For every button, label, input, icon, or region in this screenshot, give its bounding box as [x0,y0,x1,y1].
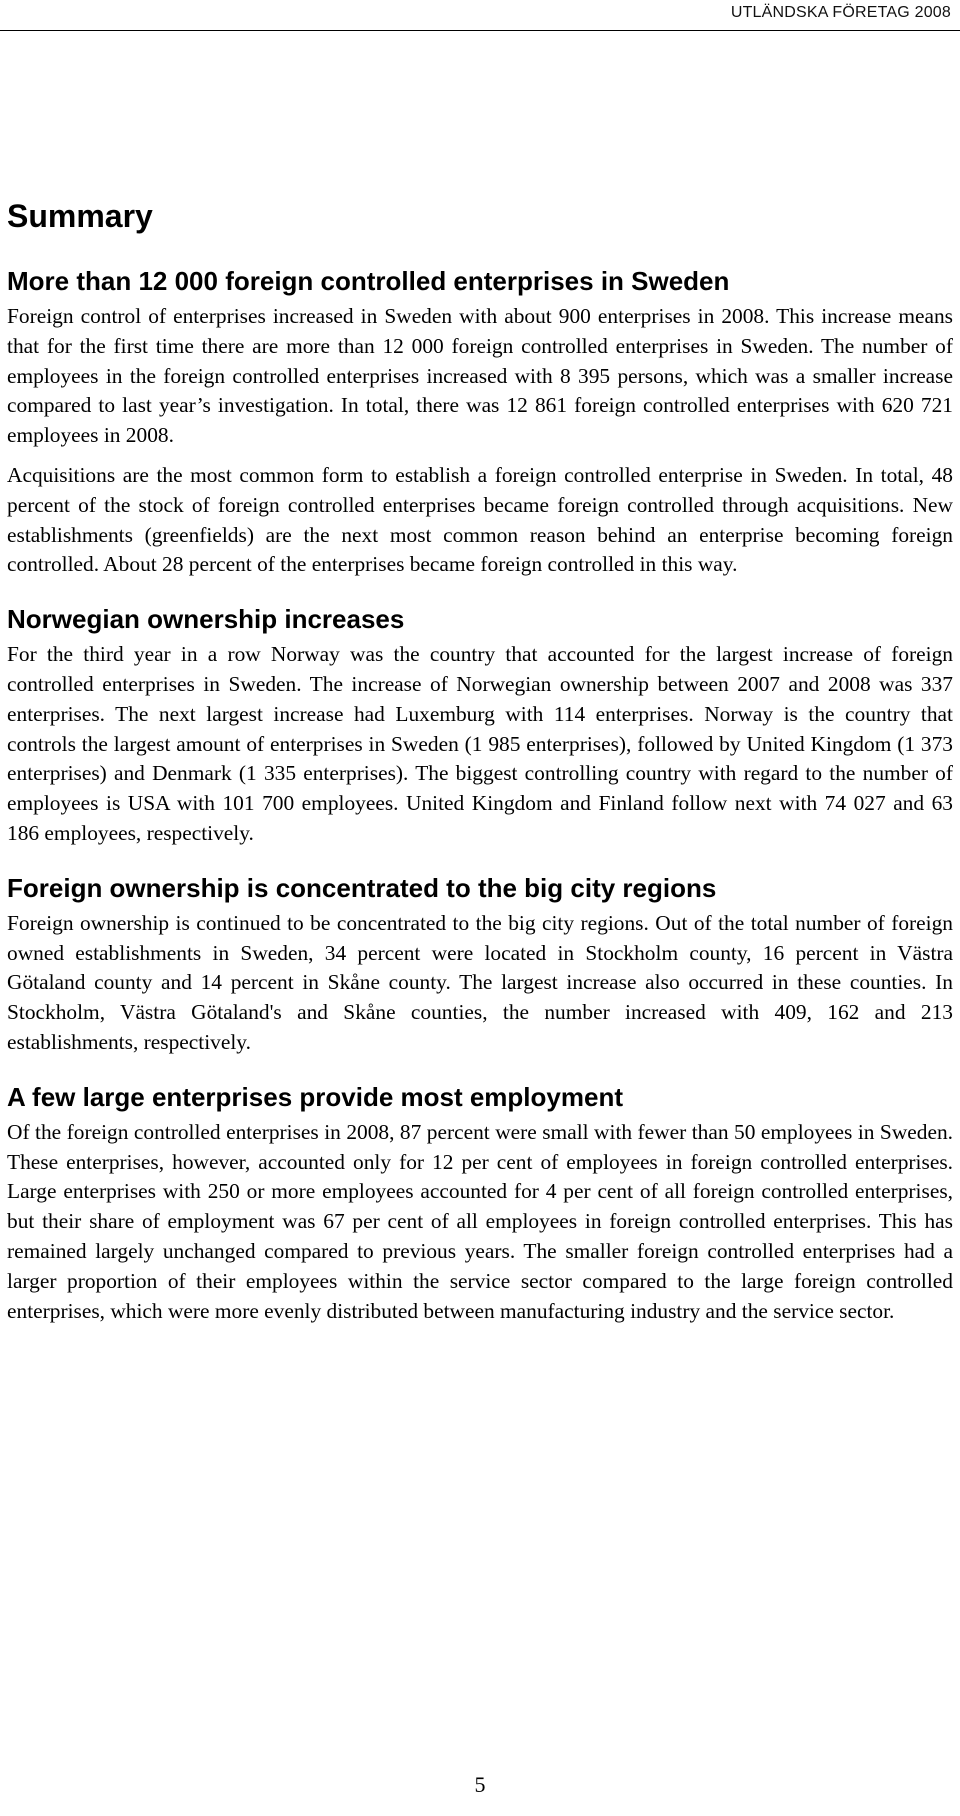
page-number: 5 [474,1772,486,1797]
section-heading-norwegian-ownership: Norwegian ownership increases [7,604,405,635]
page-content [7,198,953,1326]
paragraph: Acquisitions are the most common form to establish a foreign controlled enterprise in Sweden. In total, 48 percent of the stock of foreign controlled enterprises became foreign controlled through acquisitions. New establishments (greenfields) are the next most common reason behind an enterprise becoming foreign controlled. About 28 percent of the enterprises became foreign controlled in this way. [7,462,953,577]
section-heading-foreign-enterprises: More than 12 000 foreign controlled enterprises in Sweden [7,266,730,296]
running-header: UTLÄNDSKA FÖRETAG 2008 [730,4,951,21]
paragraph: Of the foreign controlled enterprises in 2008, 87 percent were small with fewer than 50 employees in Sweden. These enterprises, however, accounted only for 12 per cent of employees in foreign controlled enterprises. Large enterprises with 250 or more employees accounted for 4 per cent of all foreign controlled enterprises, but their share of employment was 67 per cent of all employees in foreign controlled enterprises. This has remained largely unchanged compared to previous years. The smaller foreign controlled enterprises had a larger proportion of their employees within the service sector compared to the large foreign controlled enterprises, which were more evenly distributed between manufacturing industry and the service sector. [7,1119,953,1323]
section-heading-large-enterprises: A few large enterprises provide most employment [7,1081,623,1112]
paragraph: Foreign ownership is continued to be concentrated to the big city regions. Out of the total number of foreign owned establishments in Sweden, 34 percent were located in Stockholm county, 16 percent in Västra Götaland county and 14 percent in Skåne county. The largest increase also occurred in these counties. In Stockholm, Västra Götaland's and Skåne counties, the number increased with 409, 162 and 213 establishments, respectively. [7,910,953,1054]
section-heading-big-city-regions: Foreign ownership is concentrated to the big city regions [7,872,717,903]
paragraph: For the third year in a row Norway was the country that accounted for the largest increase of foreign controlled enterprises in Sweden. The increase of Norwegian ownership between 2007 and 2008 was 337 enterprises. The next largest increase had Luxemburg with 114 enterprises. Norway is the country that controls the largest amount of enterprises in Sweden (1 985 enterprises), followed by United Kingdom (1 373 enterprises) and Denmark (1 335 enterprises). The biggest controlling country with regard to the number of employees is USA with 101 700 employees. United Kingdom and Finland follow next with 74 027 and 63 186 employees, respectively. [7,642,953,845]
paragraph: Foreign control of enterprises increased in Sweden with about 900 enterprises in 2008. This increase means that for the first time there are more than 12 000 foreign controlled enterprises in Sweden. The number of employees in the foreign controlled enterprises increased with 8 395 persons, which was a smaller increase compared to last year’s investigation. In total, there was 12 861 foreign controlled enterprises with 620 721 employees in 2008. [7,304,953,448]
header-rule [0,30,960,31]
page-title: Summary [7,198,153,234]
